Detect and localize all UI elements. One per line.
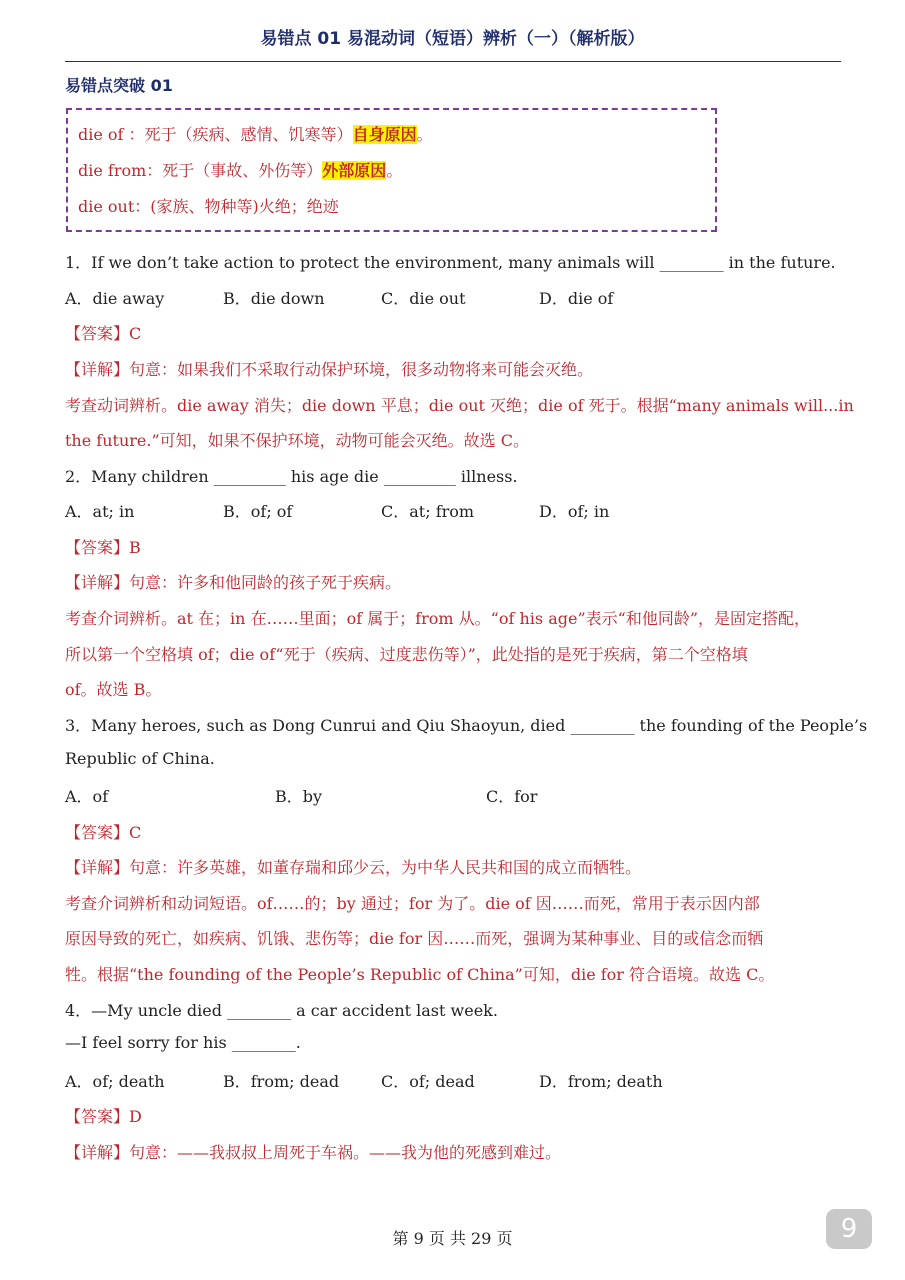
question-2-option-c: C．at; from (381, 502, 475, 521)
question-1-explanation: 考查动词辨析。die away 消失；die down 平息；die out 灭绝；die of 死于。根据“many animals will...in (65, 396, 854, 415)
question-4-stem: —I feel sorry for his ________. (65, 1033, 301, 1052)
question-4-option-a: A．of; death (65, 1072, 165, 1091)
tip-text: die from：死于（事故、外伤等） (78, 161, 323, 180)
question-1-explanation: the future.”可知，如果不保护环境，动物可能会灭绝。故选 C。 (65, 431, 529, 450)
tip-suffix: 。 (386, 161, 403, 180)
question-4-answer: 【答案】D (65, 1107, 142, 1126)
question-3-stem: 3．Many heroes, such as Dong Cunrui and Qiu Shaoyun, died ________ the founding of the People’s (65, 716, 868, 735)
question-4-option-b: B．from; dead (223, 1072, 340, 1091)
tip-die-of (78, 122, 433, 145)
question-2-option-d: D．of; in (539, 502, 610, 521)
question-2-explanation: 考查介词辨析。at 在；in 在……里面；of 属于；from 从。“of his age”表示“和他同龄”，是固定搭配， (65, 609, 810, 628)
question-2-explanation: of。故选 B。 (65, 680, 162, 699)
question-1-answer: 【答案】C (65, 324, 142, 343)
tip-text: die out：(家族、物种等)火绝；绝迹 (78, 197, 339, 216)
page-number-badge: 9 (826, 1209, 872, 1249)
question-3-explanation: 牲。根据“the founding of the People’s Republic of China”可知，die for 符合语境。故选 C。 (65, 965, 775, 984)
page-header-title: 易错点 01 易混动词（短语）辨析（一）（解析版） (260, 29, 645, 49)
question-1-option-d: D．die of (539, 289, 614, 308)
question-1-option-b: B．die down (223, 289, 325, 308)
question-1-option-a: A．die away (65, 289, 165, 308)
question-2-stem: 2．Many children _________ his age die _________ illness. (65, 467, 518, 486)
question-2-detail: 【详解】句意：许多和他同龄的孩子死于疾病。 (65, 573, 402, 592)
question-4-option-d: D．from; death (539, 1072, 663, 1091)
tip-die-from (78, 158, 402, 181)
question-3-explanation: 考查介词辨析和动词短语。of……的；by 通过；for 为了。die of 因……而死，常用于表示因内部 (65, 894, 760, 913)
header-rule (65, 61, 841, 62)
tip-highlight: 自身原因 (352, 125, 417, 144)
question-3-option-c: C．for (486, 787, 538, 806)
question-3-explanation: 原因导致的死亡，如疾病、饥饿、悲伤等；die for 因……而死，强调为某种事业、目的或信念而牺 (65, 929, 764, 948)
question-4-stem: 4．—My uncle died ________ a car accident last week. (65, 1001, 498, 1020)
question-4-detail: 【详解】句意：——我叔叔上周死于车祸。——我为他的死感到难过。 (65, 1143, 562, 1162)
question-1-option-c: C．die out (381, 289, 466, 308)
tip-die-out (78, 194, 339, 217)
question-1-detail: 【详解】句意：如果我们不采取行动保护环境，很多动物将来可能会灭绝。 (65, 360, 594, 379)
question-3-option-a: A．of (65, 787, 109, 806)
tip-suffix: 。 (416, 125, 433, 144)
section-title: 易错点突破 01 (65, 76, 173, 95)
tip-text: die of ：死于（疾病、感情、饥寒等） (78, 125, 353, 144)
question-2-option-b: B．of; of (223, 502, 293, 521)
question-3-option-b: B．by (275, 787, 323, 806)
tip-highlight: 外部原因 (322, 161, 387, 180)
question-3-stem: Republic of China. (65, 749, 215, 768)
question-2-answer: 【答案】B (65, 538, 141, 557)
question-3-detail: 【详解】句意：许多英雄，如董存瑞和邱少云，为中华人民共和国的成立而牺牲。 (65, 858, 642, 877)
question-1-stem: 1．If we don’t take action to protect the environment, many animals will ________ in the future. (65, 253, 836, 272)
question-2-option-a: A．at; in (65, 502, 135, 521)
page-footer: 第 9 页 共 29 页 (392, 1229, 513, 1248)
question-3-answer: 【答案】C (65, 823, 142, 842)
question-2-explanation: 所以第一个空格填 of；die of“死于（疾病、过度悲伤等）”，此处指的是死于疾病，第二个空格填 (65, 645, 748, 664)
question-4-option-c: C．of; dead (381, 1072, 475, 1091)
